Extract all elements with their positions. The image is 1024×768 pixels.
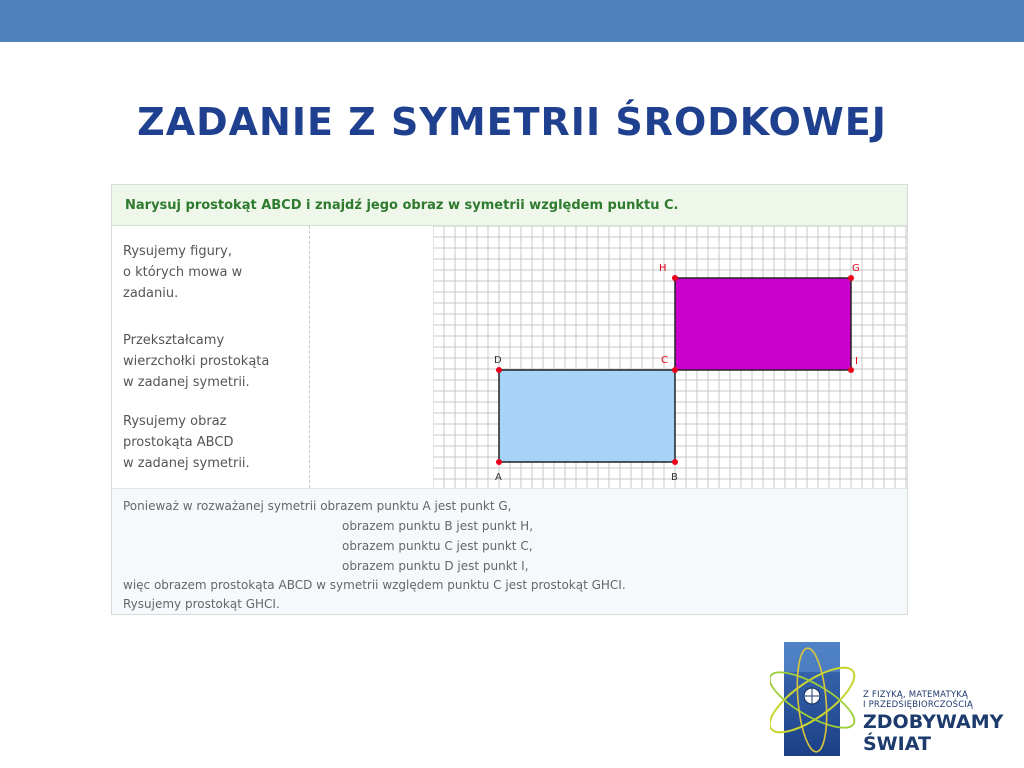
point-g <box>848 275 854 281</box>
point-c <box>672 367 678 373</box>
step-3-line: prostokąta ABCD <box>123 435 234 450</box>
explanation-line: Rysujemy prostokąt GHCI. <box>123 597 280 611</box>
label-i: I <box>855 356 858 367</box>
explanation-line: Ponieważ w rozważanej symetrii obrazem punktu A jest punkt G, <box>123 499 512 513</box>
label-d: D <box>494 355 502 366</box>
step-1-line: Rysujemy figury, <box>123 244 232 259</box>
rectangle-abcd <box>499 370 675 462</box>
explanation-line: więc obrazem prostokąta ABCD w symetrii względem punktu C jest prostokąt GHCI. <box>123 578 626 592</box>
step-2-line: Przekształcamy <box>123 333 225 348</box>
slide-title: ZADANIE Z SYMETRII ŚRODKOWEJ <box>137 100 887 144</box>
point-a <box>496 459 502 465</box>
logo-title-1: ZDOBYWAMY <box>863 711 1004 733</box>
label-c: C <box>661 355 668 366</box>
step-1-line: o których mowa w <box>123 265 243 280</box>
explanation-box <box>112 488 907 614</box>
label-h: H <box>659 263 667 274</box>
label-b: B <box>671 472 678 483</box>
rectangle-ghci <box>675 278 851 370</box>
step-3-line: Rysujemy obraz <box>123 414 227 429</box>
step-2-line: w zadanej symetrii. <box>123 375 250 390</box>
step-2-line: wierzchołki prostokąta <box>123 354 270 369</box>
label-g: G <box>852 263 860 274</box>
logo-tagline-2: I PRZEDSIĘBIORCZOŚCIĄ <box>863 700 974 710</box>
exercise-panel <box>111 184 908 615</box>
explanation-line: obrazem punktu C jest punkt C, <box>342 539 533 553</box>
logo-tagline-1: Z FIZYKĄ, MATEMATYKĄ <box>863 690 969 700</box>
step-3 <box>123 411 250 474</box>
step-1-line: zadaniu. <box>123 286 179 301</box>
step-1 <box>123 241 242 304</box>
step-2 <box>123 330 269 393</box>
point-h <box>672 275 678 281</box>
point-i <box>848 367 854 373</box>
step-3-line: w zadanej symetrii. <box>123 456 250 471</box>
task-statement: Narysuj prostokąt ABCD i znajdź jego obraz w symetrii względem punktu C. <box>112 185 907 226</box>
top-header-bar <box>0 0 1024 42</box>
point-b <box>672 459 678 465</box>
explanation-line: obrazem punktu B jest punkt H, <box>342 519 534 533</box>
label-a: A <box>495 472 502 483</box>
explanation-line: obrazem punktu D jest punkt I, <box>342 559 529 573</box>
point-d <box>496 367 502 373</box>
steps-column <box>112 226 310 488</box>
grid-figure <box>433 226 907 488</box>
logo-title-2: ŚWIAT <box>863 733 931 755</box>
